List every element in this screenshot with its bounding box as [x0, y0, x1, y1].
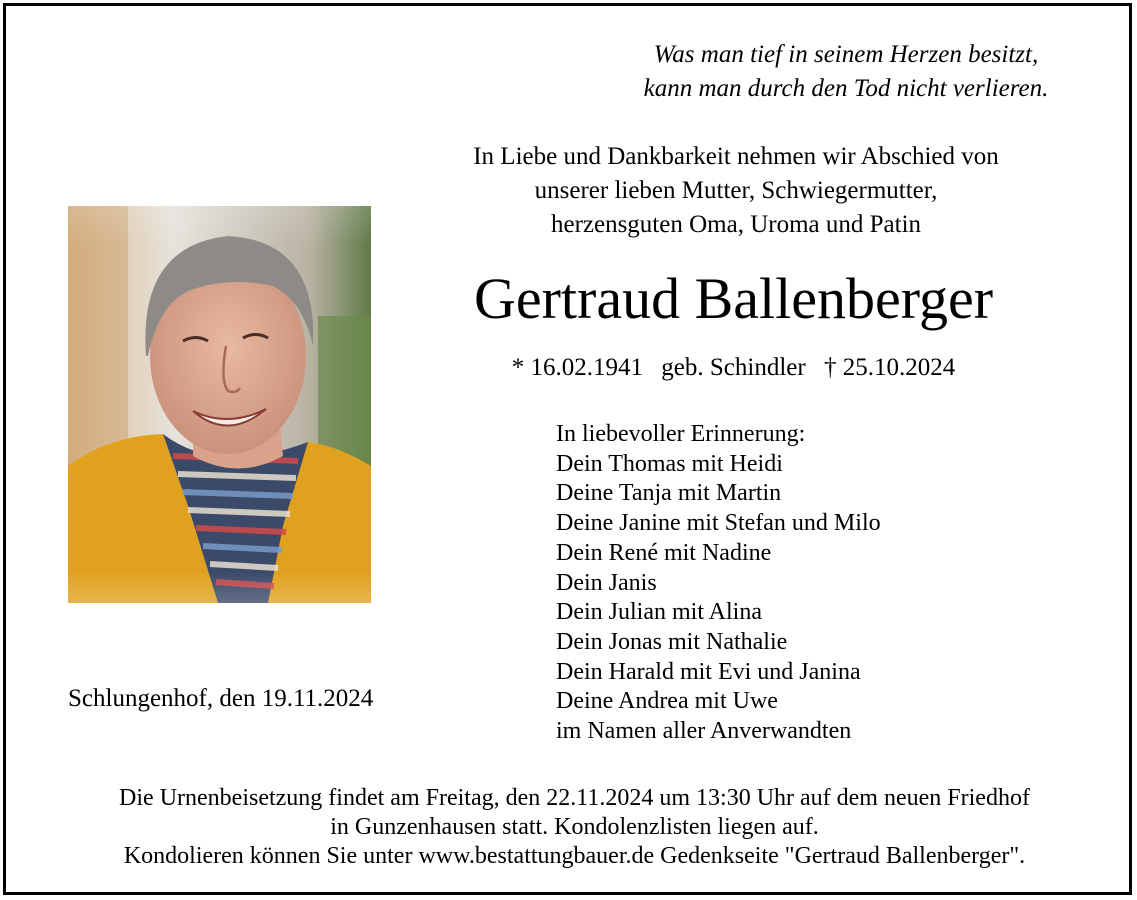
- funeral-details-line-3: Kondolieren können Sie unter www.bestattungbauer.de Gedenkseite "Gertraud Ballenberger".: [123, 843, 1026, 869]
- mourner-item: Dein Thomas mit Heidi: [556, 450, 783, 477]
- mourner-item: Dein René mit Nadine: [556, 539, 772, 566]
- portrait-image: [68, 206, 371, 603]
- mourner-item: Deine Andrea mit Uwe: [556, 688, 778, 715]
- mourner-item: Deine Tanja mit Martin: [556, 480, 782, 507]
- motto-line-2: kann man durch den Tod nicht verlieren.: [643, 75, 1049, 102]
- deceased-name: Gertraud Ballenberger: [473, 266, 994, 331]
- intro-line-1: In Liebe und Dankbarkeit nehmen wir Abschied von: [473, 143, 999, 170]
- motto-quote: [566, 38, 1126, 106]
- mourner-item: Dein Janis: [556, 569, 657, 596]
- mourners-closing: im Namen aller Anverwandten: [556, 718, 852, 745]
- mourner-item: Dein Jonas mit Nathalie: [556, 628, 788, 655]
- mourner-item: Dein Harald mit Evi und Janina: [556, 658, 861, 685]
- obituary-notice: [3, 3, 1132, 895]
- mourners-list: [556, 420, 1076, 747]
- funeral-details: [46, 784, 1103, 871]
- funeral-details-line-1: Die Urnenbeisetzung findet am Freitag, den 22.11.2024 um 13:30 Uhr auf dem neuen Friedhof: [119, 785, 1030, 811]
- portrait-photo: [68, 206, 371, 603]
- intro-text: [401, 140, 1071, 242]
- maiden-name: geb. Schindler: [661, 354, 806, 381]
- mourners-heading: In liebevoller Erinnerung:: [556, 421, 806, 447]
- funeral-details-line-2: in Gunzenhausen statt. Kondolenzlisten liegen auf.: [330, 814, 819, 840]
- life-dates: [401, 351, 1066, 385]
- birth-date: * 16.02.1941: [511, 354, 644, 381]
- intro-line-3: herzensguten Oma, Uroma und Patin: [550, 211, 922, 238]
- motto-line-1: Was man tief in seinem Herzen besitzt,: [653, 41, 1039, 68]
- mourner-item: Dein Julian mit Alina: [556, 599, 762, 626]
- place-and-date: Schlungenhof, den 19.11.2024: [68, 685, 374, 712]
- mourner-item: Deine Janine mit Stefan und Milo: [556, 510, 881, 537]
- intro-line-2: unserer lieben Mutter, Schwiegermutter,: [534, 177, 938, 204]
- death-date: † 25.10.2024: [823, 354, 956, 381]
